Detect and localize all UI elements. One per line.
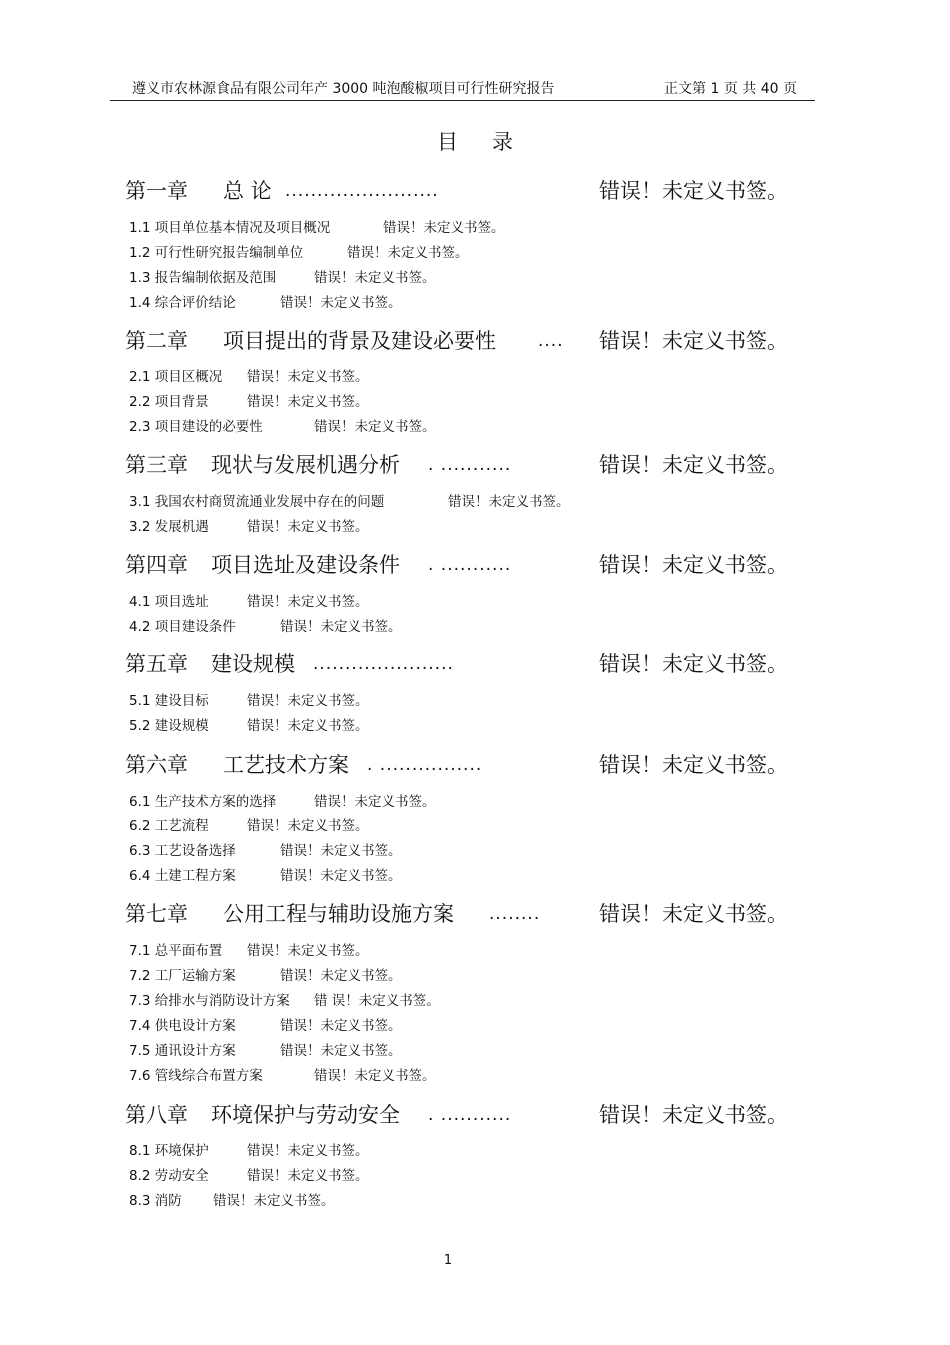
chapter-title: 项目选址及建设条件: [211, 553, 400, 577]
section-page-ref: 错误！未定义书签。: [280, 968, 402, 984]
section-page-ref: 错误！未定义书签。: [280, 1043, 402, 1059]
section-page-ref: 错误！未定义书签。: [383, 220, 505, 236]
toc-section-entry[interactable]: [129, 268, 729, 288]
chapter-title: 建设规模: [211, 652, 295, 676]
toc-section-entry[interactable]: [129, 1066, 729, 1086]
chapter-number: 第六章: [125, 753, 188, 777]
toc-section-entry[interactable]: [129, 866, 729, 886]
toc-section-entry[interactable]: [129, 841, 729, 861]
toc-section-entry[interactable]: [129, 218, 729, 238]
toc-section-entry[interactable]: [129, 1141, 729, 1161]
toc-section-entry[interactable]: [129, 691, 729, 711]
toc-section-entry[interactable]: [129, 816, 729, 836]
section-page-ref: 错误！未定义书签。: [314, 1068, 436, 1084]
section-page-ref: 错误！未定义书签。: [247, 943, 369, 959]
section-page-ref: 错误！未定义书签。: [314, 270, 436, 286]
toc-section-entry[interactable]: [129, 966, 729, 986]
page-header: [110, 78, 815, 100]
section-title: 1.3 报告编制依据及范围: [129, 270, 277, 286]
section-title: 5.1 建设目标: [129, 693, 209, 709]
section-page-ref: 错误！未定义书签。: [314, 419, 436, 435]
toc-title: 目录: [437, 130, 547, 154]
section-title: 1.2 可行性研究报告编制单位: [129, 245, 304, 261]
chapter-title: 公用工程与辅助设施方案: [223, 902, 454, 926]
section-title: 3.2 发展机遇: [129, 519, 209, 535]
toc-section-entry[interactable]: [129, 991, 729, 1011]
dot-leader: . ...........: [428, 455, 512, 475]
section-page-ref: 错误！未定义书签。: [247, 369, 369, 385]
toc-section-entry[interactable]: [129, 1016, 729, 1036]
chapter-title: 项目提出的背景及建设必要性: [223, 329, 496, 353]
toc-section-entry[interactable]: [129, 617, 729, 637]
toc-chapter-entry[interactable]: [125, 650, 825, 678]
toc-section-entry[interactable]: [129, 592, 729, 612]
chapter-number: 第三章: [125, 453, 188, 477]
page-number: 1: [443, 1253, 453, 1268]
section-page-ref: 错误！未定义书签。: [247, 818, 369, 834]
dot-leader: ........................: [285, 181, 439, 201]
section-title: 8.3 消防: [129, 1193, 182, 1209]
header-divider: [110, 100, 815, 101]
toc-section-entry[interactable]: [129, 792, 729, 812]
section-title: 2.1 项目区概况: [129, 369, 223, 385]
dot-leader: ........: [489, 904, 541, 924]
section-page-ref: 错误！未定义书签。: [247, 1143, 369, 1159]
section-page-ref: 错误！未定义书签。: [213, 1193, 335, 1209]
toc-section-entry[interactable]: [129, 1191, 729, 1211]
section-page-ref: 错误！未定义书签。: [280, 843, 402, 859]
section-title: 7.4 供电设计方案: [129, 1018, 236, 1034]
dot-leader: ......................: [313, 654, 454, 674]
section-title: 7.2 工厂运输方案: [129, 968, 236, 984]
section-title: 2.2 项目背景: [129, 394, 209, 410]
toc-section-entry[interactable]: [129, 1166, 729, 1186]
dot-leader: . ...........: [428, 555, 512, 575]
dot-leader: . ................: [367, 755, 483, 775]
section-page-ref: 错误！未定义书签。: [247, 594, 369, 610]
chapter-number: 第四章: [125, 553, 188, 577]
chapter-title: 现状与发展机遇分析: [211, 453, 400, 477]
chapter-number: 第一章: [125, 179, 188, 203]
section-title: 6.2 工艺流程: [129, 818, 209, 834]
section-title: 8.2 劳动安全: [129, 1168, 209, 1184]
toc-chapter-entry[interactable]: [125, 551, 825, 579]
chapter-page-ref: 错误！未定义书签。: [599, 553, 788, 577]
toc-section-entry[interactable]: [129, 417, 729, 437]
section-title: 6.1 生产技术方案的选择: [129, 794, 277, 810]
toc-section-entry[interactable]: [129, 716, 729, 736]
section-title: 1.4 综合评价结论: [129, 295, 236, 311]
section-title: 7.6 管线综合布置方案: [129, 1068, 263, 1084]
dot-leader: ....: [538, 331, 564, 351]
chapter-number: 第八章: [125, 1103, 188, 1127]
section-title: 8.1 环境保护: [129, 1143, 209, 1159]
section-title: 4.1 项目选址: [129, 594, 209, 610]
section-title: 7.5 通讯设计方案: [129, 1043, 236, 1059]
chapter-title: 总 论: [223, 179, 272, 203]
section-page-ref: 错误！未定义书签。: [314, 794, 436, 810]
toc-chapter-entry[interactable]: [125, 900, 825, 928]
section-title: 7.3 给排水与消防设计方案: [129, 993, 290, 1009]
section-title: 4.2 项目建设条件: [129, 619, 236, 635]
section-title: 6.4 土建工程方案: [129, 868, 236, 884]
section-page-ref: 错误！未定义书签。: [448, 494, 570, 510]
section-title: 6.3 工艺设备选择: [129, 843, 236, 859]
chapter-page-ref: 错误！未定义书签。: [599, 1103, 788, 1127]
section-page-ref: 错 误！未定义书签。: [314, 993, 440, 1009]
section-page-ref: 错误！未定义书签。: [280, 868, 402, 884]
header-title: 遵义市农林源食品有限公司年产 3000 吨泡酸椒项目可行性研究报告: [132, 81, 555, 97]
section-title: 7.1 总平面布置: [129, 943, 223, 959]
toc-section-entry[interactable]: [129, 367, 729, 387]
chapter-page-ref: 错误！未定义书签。: [599, 753, 788, 777]
section-page-ref: 错误！未定义书签。: [280, 619, 402, 635]
chapter-page-ref: 错误！未定义书签。: [599, 179, 788, 203]
chapter-number: 第五章: [125, 652, 188, 676]
section-page-ref: 错误！未定义书签。: [280, 1018, 402, 1034]
toc-section-entry[interactable]: [129, 492, 729, 512]
chapter-title: 工艺技术方案: [223, 753, 349, 777]
section-page-ref: 错误！未定义书签。: [280, 295, 402, 311]
header-page-info: 正文第 1 页 共 40 页: [664, 81, 797, 97]
chapter-page-ref: 错误！未定义书签。: [599, 652, 788, 676]
chapter-number: 第七章: [125, 902, 188, 926]
section-title: 2.3 项目建设的必要性: [129, 419, 263, 435]
toc-chapter-entry[interactable]: [125, 451, 825, 479]
toc-chapter-entry[interactable]: [125, 1101, 825, 1129]
toc-section-entry[interactable]: [129, 243, 729, 263]
toc-section-entry[interactable]: [129, 517, 729, 537]
section-title: 1.1 项目单位基本情况及项目概况: [129, 220, 331, 236]
section-page-ref: 错误！未定义书签。: [347, 245, 469, 261]
toc-section-entry[interactable]: [129, 941, 729, 961]
section-page-ref: 错误！未定义书签。: [247, 1168, 369, 1184]
section-page-ref: 错误！未定义书签。: [247, 718, 369, 734]
section-page-ref: 错误！未定义书签。: [247, 394, 369, 410]
section-title: 3.1 我国农村商贸流通业发展中存在的问题: [129, 494, 385, 510]
toc-chapter-entry[interactable]: [125, 751, 825, 779]
toc-section-entry[interactable]: [129, 392, 729, 412]
chapter-page-ref: 错误！未定义书签。: [599, 453, 788, 477]
toc-chapter-entry[interactable]: [125, 177, 825, 205]
section-page-ref: 错误！未定义书签。: [247, 693, 369, 709]
chapter-page-ref: 错误！未定义书签。: [599, 329, 788, 353]
toc-section-entry[interactable]: [129, 293, 729, 313]
section-page-ref: 错误！未定义书签。: [247, 519, 369, 535]
chapter-number: 第二章: [125, 329, 188, 353]
chapter-page-ref: 错误！未定义书签。: [599, 902, 788, 926]
chapter-title: 环境保护与劳动安全: [211, 1103, 400, 1127]
section-title: 5.2 建设规模: [129, 718, 209, 734]
toc-chapter-entry[interactable]: [125, 327, 825, 355]
dot-leader: . ...........: [428, 1105, 512, 1125]
toc-section-entry[interactable]: [129, 1041, 729, 1061]
